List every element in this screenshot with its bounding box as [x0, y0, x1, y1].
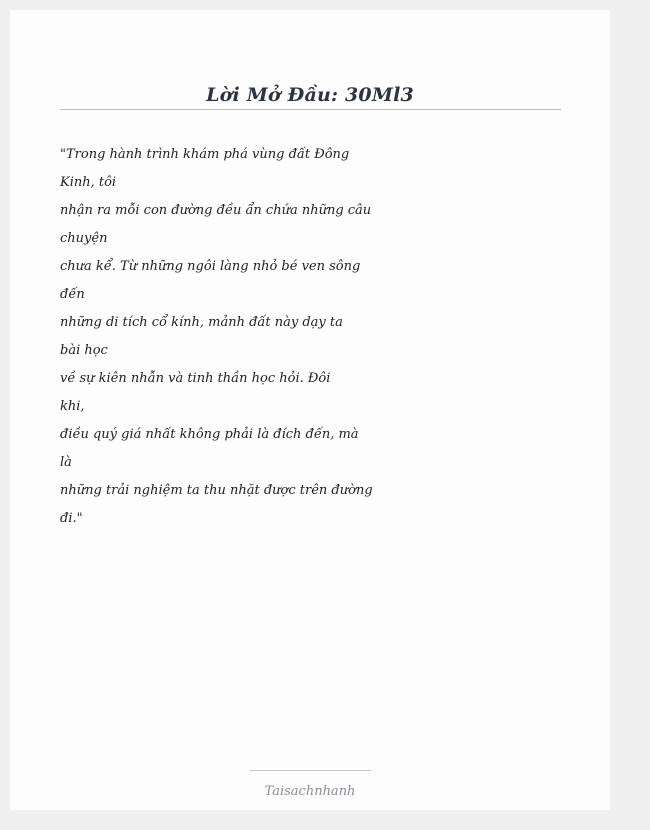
body-line: chuyện	[60, 231, 108, 246]
document-page	[10, 10, 610, 810]
body-line: chưa kể. Từ những ngôi làng nhỏ bé ven sông	[60, 259, 361, 274]
body-line: đến	[60, 287, 85, 302]
body-line: những trải nghiệm ta thu nhặt được trên đường	[60, 483, 373, 498]
body-line: về sự kiên nhẫn và tinh thần học hỏi. Đôi	[60, 371, 331, 386]
body-line: "Trong hành trình khám phá vùng đất Đông	[60, 147, 350, 162]
body-line: đi."	[60, 511, 83, 526]
body-line: khi,	[60, 399, 85, 414]
document-title: Lời Mở Đầu: 30Ml3	[206, 84, 414, 106]
title-divider	[60, 109, 561, 110]
body-line: Kinh, tôi	[60, 175, 117, 190]
footer-divider	[250, 770, 371, 771]
body-line: những di tích cổ kính, mảnh đất này dạy ta	[60, 315, 343, 330]
body-paragraph	[60, 141, 373, 533]
body-line: bài học	[60, 343, 108, 358]
body-line: điều quý giá nhất không phải là đích đến, mà	[60, 427, 359, 442]
footer-source: Taisachnhanh	[264, 784, 356, 799]
body-line: nhận ra mỗi con đường đều ẩn chứa những câu	[60, 203, 372, 218]
body-line: là	[60, 455, 72, 470]
